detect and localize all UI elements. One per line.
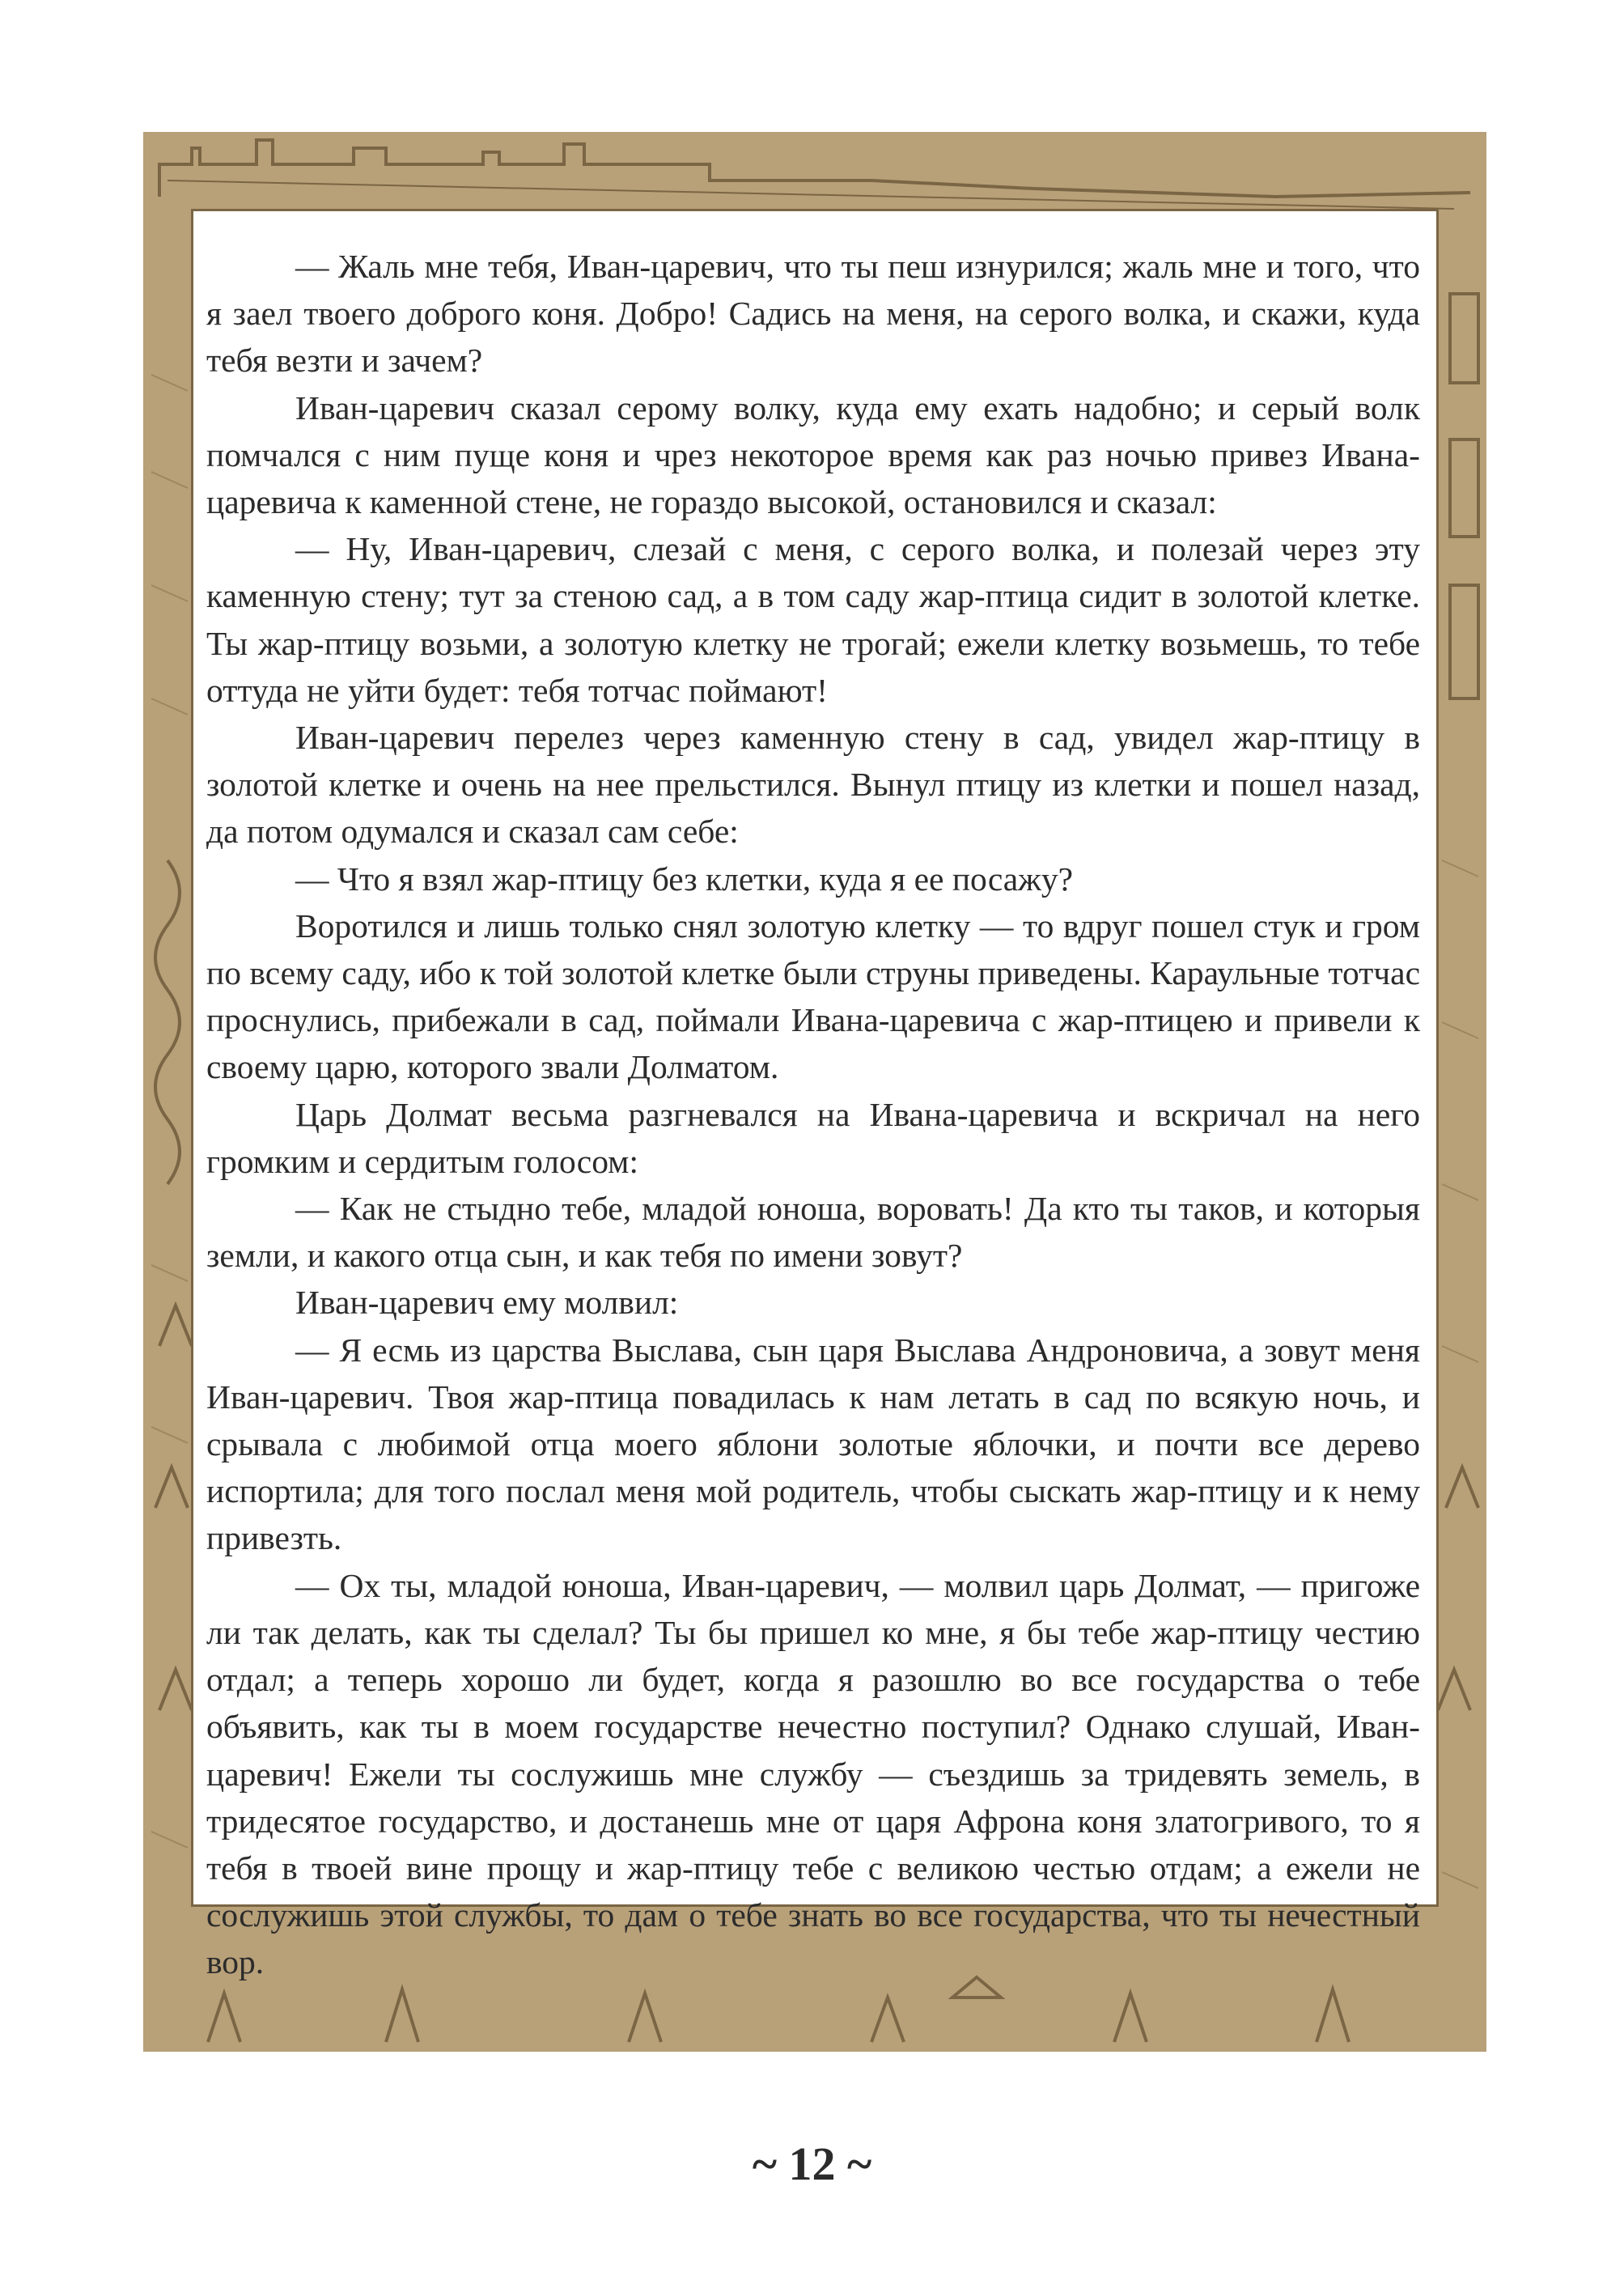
paragraph: — Ох ты, младой юноша, Иван-царевич, — молвил царь Долмат, — пригоже ли так делать, как ты сделал? Ты бы пришел ко мне, я бы тебе жар-птицу честию отдал; а теперь хорошо ли будет, когда я разошлю во все государства о тебе объявить, как ты в моем государстве нечестно поступил? Однако слушай, Иван-царевич! Ежели ты сослужишь мне службу — съездишь за тридевять земель, в тридесятое государство, и достанешь мне от царя Афрона коня златогривого, то я тебя в твоей вине прощу и жар-птицу тебе с великою честью отдам; а ежели не сослужишь этой службы, то дам о тебе знать во все государства, что ты нечестный вор. [206, 1566, 1420, 1981]
page-number: ~ 12 ~ [752, 2138, 872, 2190]
paragraph: Иван-царевич сказал серому волку, куда ему ехать надобно; и серый волк помчался с ним пуще коня и чрез некоторое время как раз ночью привез Ивана-царевича к каменной стене, не гораздо высокой, остановился и сказал: [206, 388, 1420, 521]
paragraph: Царь Долмат весьма разгневался на Ивана-царевича и вскричал на него громким и сердитым голосом: [206, 1095, 1420, 1180]
paragraph: — Что я взял жар-птицу без клетки, куда я ее посажу? [295, 860, 1074, 898]
paragraph: — Я есмь из царства Выслава, сын царя Выслава Андроновича, а зовут меня Иван-царевич. Твоя жар-птица повадилась к нам летать в сад по всякую ночь, и срывала с любимой отца моего яблони золотые яблочки, и почти все дерево испортила; для того послал меня мой родитель, чтобы сыскать жар-птицу и к нему привезть. [206, 1331, 1420, 1557]
paragraph: — Как не стыдно тебе, младой юноша, воровать! Да кто ты таков, и которыя земли, и какого отца сын, и как тебя по имени зовут? [206, 1190, 1420, 1275]
paragraph: Воротился и лишь только снял золотую клетку — то вдруг пошел стук и гром по всему саду, ибо к той золотой клетке были струны приведены. Караульные тотчас проснулись, прибежали в сад, поймали Ивана-царевича с жар-птицею и привели к своему царю, которого звали Долматом. [206, 906, 1420, 1086]
paragraph: — Ну, Иван-царевич, слезай с меня, с серого волка, и полезай через эту каменную стену; тут за стеною сад, а в том саду жар-птица сидит в золотой клетке. Ты жар-птицу возьми, а золотую клетку не трогай; ежели клетку возьмешь, то тебе оттуда не уйти будет: тебя тотчас поймают! [206, 530, 1420, 709]
paragraph: — Жаль мне тебя, Иван-царевич, что ты пеш изнурился; жаль мне и того, что я заел твоего доброго коня. Добро! Садись на меня, на серого волка, и скажи, куда тебя везти и зачем? [206, 248, 1420, 380]
paragraph: Иван-царевич ему молвил: [295, 1284, 679, 1322]
story-text [206, 243, 1420, 1986]
paragraph: Иван-царевич перелез через каменную стену в сад, увидел жар-птицу в золотой клетке и очень на нее прельстился. Вынул птицу из клетки и пошел назад, да потом одумался и сказал сам себе: [206, 719, 1420, 851]
